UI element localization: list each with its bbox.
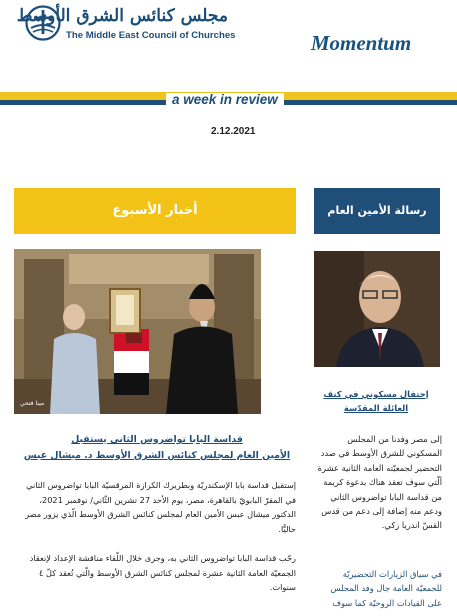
org-name-english: The Middle East Council of Churches [66,30,236,41]
secretary-headline-line2: العائلة المقدّسة [343,403,409,413]
secretary-paragraph-2: في سياق الزيارات التحضيريّة للجمعيّة العامة جال وفد المجلس على القيادات الروحيّة كما سوف [330,569,442,608]
org-name-arabic: مجلس كنائس الشرق الأوسط [16,6,228,26]
news-headline-line1: قداسة البابا تواضروس الثاني يستقبل [71,434,243,445]
news-photo [14,249,261,414]
issue-date: 2.12.2021 [211,126,256,137]
secretary-paragraph-1: إلى مصر وفدنا من المجلس المسكوني للشرق الأوسط في صدد التحضير لجمعيّته العامة الثانية عشرة ألّتي سوف تعقد هناك بدعوة كريمة من قداسة البابا تواضروس الثاني ودعم منه إضافة إلى دعم من قدس القسّ اندريا زكي. [317,434,442,531]
news-paragraph-2: رحّب قداسة البابا تواضروس الثاني به، وجرى خلال اللّقاء مناقشة الإعداد لإنعقاد الجمعيّة العامة الثانية عشرة لمجلس كنائس الشرق الأوسط والّتي تُعقد كلّ ٤ سنوات. [29,553,296,592]
news-headline-line2: الأمين العام لمجلس كنائس الشرق الأوسط د. ميشال عبس [23,450,291,461]
news-headline [14,432,300,464]
newsletter-title: Momentum [310,31,412,55]
secretary-headline-line1: إحتفال مسكوني في كنف [323,389,429,399]
section-title: a week in review [166,93,284,107]
news-banner: أخبار الأسبوع [14,188,296,234]
secretary-banner: رسالة الأمين العام [314,188,440,234]
news-paragraph-1: إستقبل قداسة بابا الإسكندريّة وبطريرك الكرازة المرقسيّة البابا تواضروس الثاني في المقرّ البابويّ بالقاهرة، مصر، يوم الأحد 27 تشرين الثّاني/ نوفمبر 2021، الدكتور ميشال عبس الأمين العام لمجلس كنائس الشرق الأوسط الّذي يزور مصر حاليًّا. [25,480,296,534]
photo-credit: مينا فتحي [20,400,45,407]
secretary-headline [310,387,442,415]
secretary-photo [314,251,440,367]
